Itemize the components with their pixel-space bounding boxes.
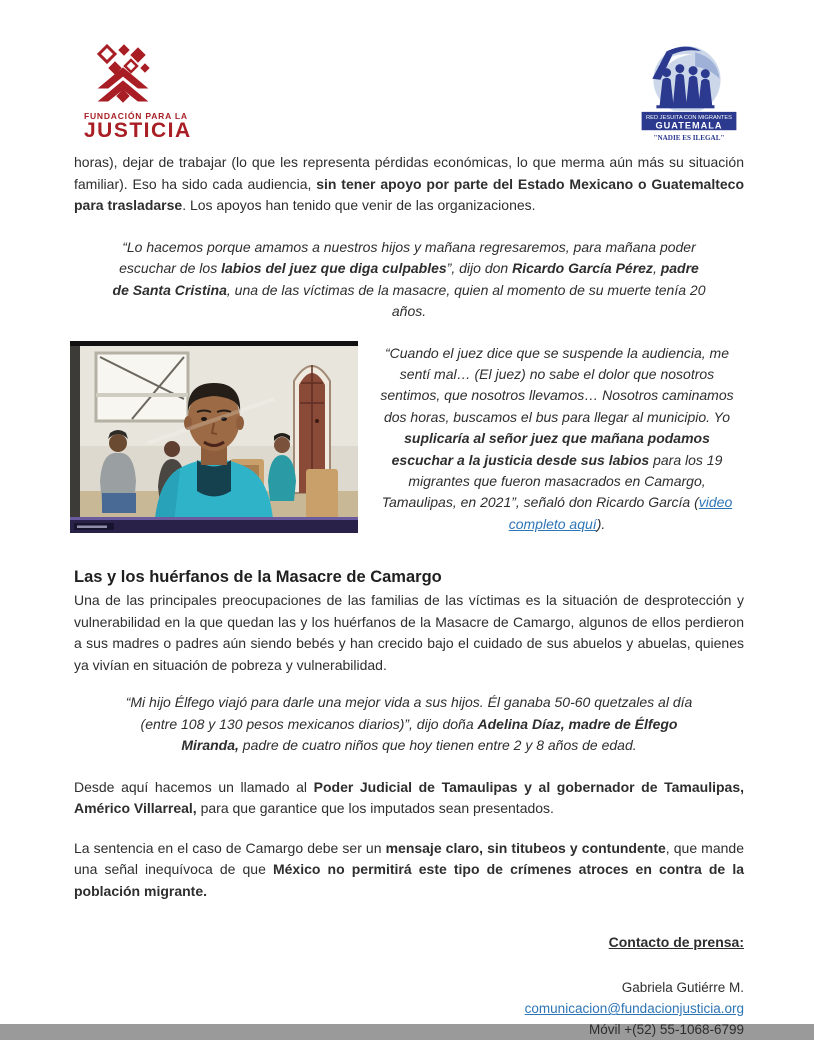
press-contact-name: Gabriela Gutiérre M. — [621, 980, 744, 996]
red-jesuita-logo-line2: GUATEMALA — [655, 120, 723, 131]
press-contact-block — [74, 932, 744, 1040]
red-jesuita-emblem-icon — [636, 42, 742, 142]
red-jesuita-logo-motto: "NADIE ES ILEGAL" — [653, 133, 725, 142]
paragraph-llamado: Desde aquí hacemos un llamado al Poder Judicial de Tamaulipas y al gobernador de Tamaulipas, Américo Villarreal, para que garantice que los imputados sean presentados. — [74, 778, 745, 817]
video-still-image — [70, 341, 358, 533]
press-contact-email-link[interactable]: comunicacion@fundacionjusticia.org — [524, 1001, 744, 1017]
section-heading-huerfanos: Las y los huérfanos de la Masacre de Camargo — [74, 568, 442, 587]
video-completo-link[interactable]: video completo aquí — [508, 494, 733, 532]
fundacion-logo-text-small: FUNDACIÓN PARA LA — [84, 111, 188, 121]
page-header — [74, 42, 744, 142]
quote-adelina-diaz: “Mi hijo Élfego viajó para darle una mejor vida a sus hijos. Él ganaba 50-60 quetzales al día (entre 108 y 130 pesos mexicanos diarios)”, dijo doña Adelina Díaz, madre de Élfego Miranda, padre de cuatro niños que hoy tienen entre 2 y 8 años de edad. — [125, 694, 693, 754]
paragraph-huerfanos: Una de las principales preocupaciones de las familias de las víctimas es la situación de desprotección y vulnerabilidad en la que quedan las y los huérfanos de la Masacre de Camargo, algunos de ellos perdieron a sus madres o padres aún siendo bebés y han crecido bajo el cuidado de sus abuelos y abuelas, quienes ya vivían en situación de pobreza y vulnerabilidad. — [74, 592, 744, 673]
paragraph-sentencia: La sentencia en el caso de Camargo debe ser un mensaje claro, sin titubeos y contundente, que mande una señal inequívoca de que México no permitirá este tipo de crímenes atroces en contra de la población migrante. — [74, 839, 744, 899]
quote-ricardo-garcia-1: “Lo hacemos porque amamos a nuestros hijos y mañana regresaremos, para mañana poder escuchar de los labios del juez que diga culpables”, dijo don Ricardo García Pérez, padre de Santa Cristina, una de las víctimas de la masacre, quien al momento de su muerte tenía 20 años. — [112, 238, 706, 319]
paragraph-audiencias: horas), dejar de trabajar (lo que les representa pérdidas económicas, lo que merma aún más su situación familiar). Eso ha sido cada audiencia, sin tener apoyo por parte del Estado Mexicano o Guatemalteco para trasladarse. Los apoyos han tenido que venir de las organizaciones. — [74, 154, 744, 213]
video-quote-section — [70, 341, 744, 536]
fundacion-justicia-logo — [84, 42, 224, 141]
press-contact-phone: Móvil +(52) 55-1068-6799 — [589, 1022, 744, 1038]
press-contact-heading: Contacto de prensa: — [608, 934, 744, 951]
red-jesuita-logo — [636, 42, 742, 147]
fundacion-diamond-emblem-icon — [84, 42, 162, 104]
fundacion-logo-text-big: JUSTICIA — [84, 119, 192, 142]
quote-ricardo-garcia-2: “Cuando el juez dice que se suspende la audiencia, me sentí mal… (El juez) no sabe el dolor que nosotros sentimos, que nosotros llevamos… Nosotros caminamos dos horas, buscamos el bus para llegar al municipio. Yo suplicaría al señor juez que mañana podamos escuchar a la justicia desde sus labios para los 19 migrantes que fueron masacrados en Camargo, Tamaulipas, en 2021”, señaló don Ricardo García (video completo aquí). — [380, 344, 734, 532]
red-jesuita-logo-line1: RED JESUITA CON MIGRANTES — [646, 115, 732, 122]
video-still-scene — [70, 341, 358, 533]
